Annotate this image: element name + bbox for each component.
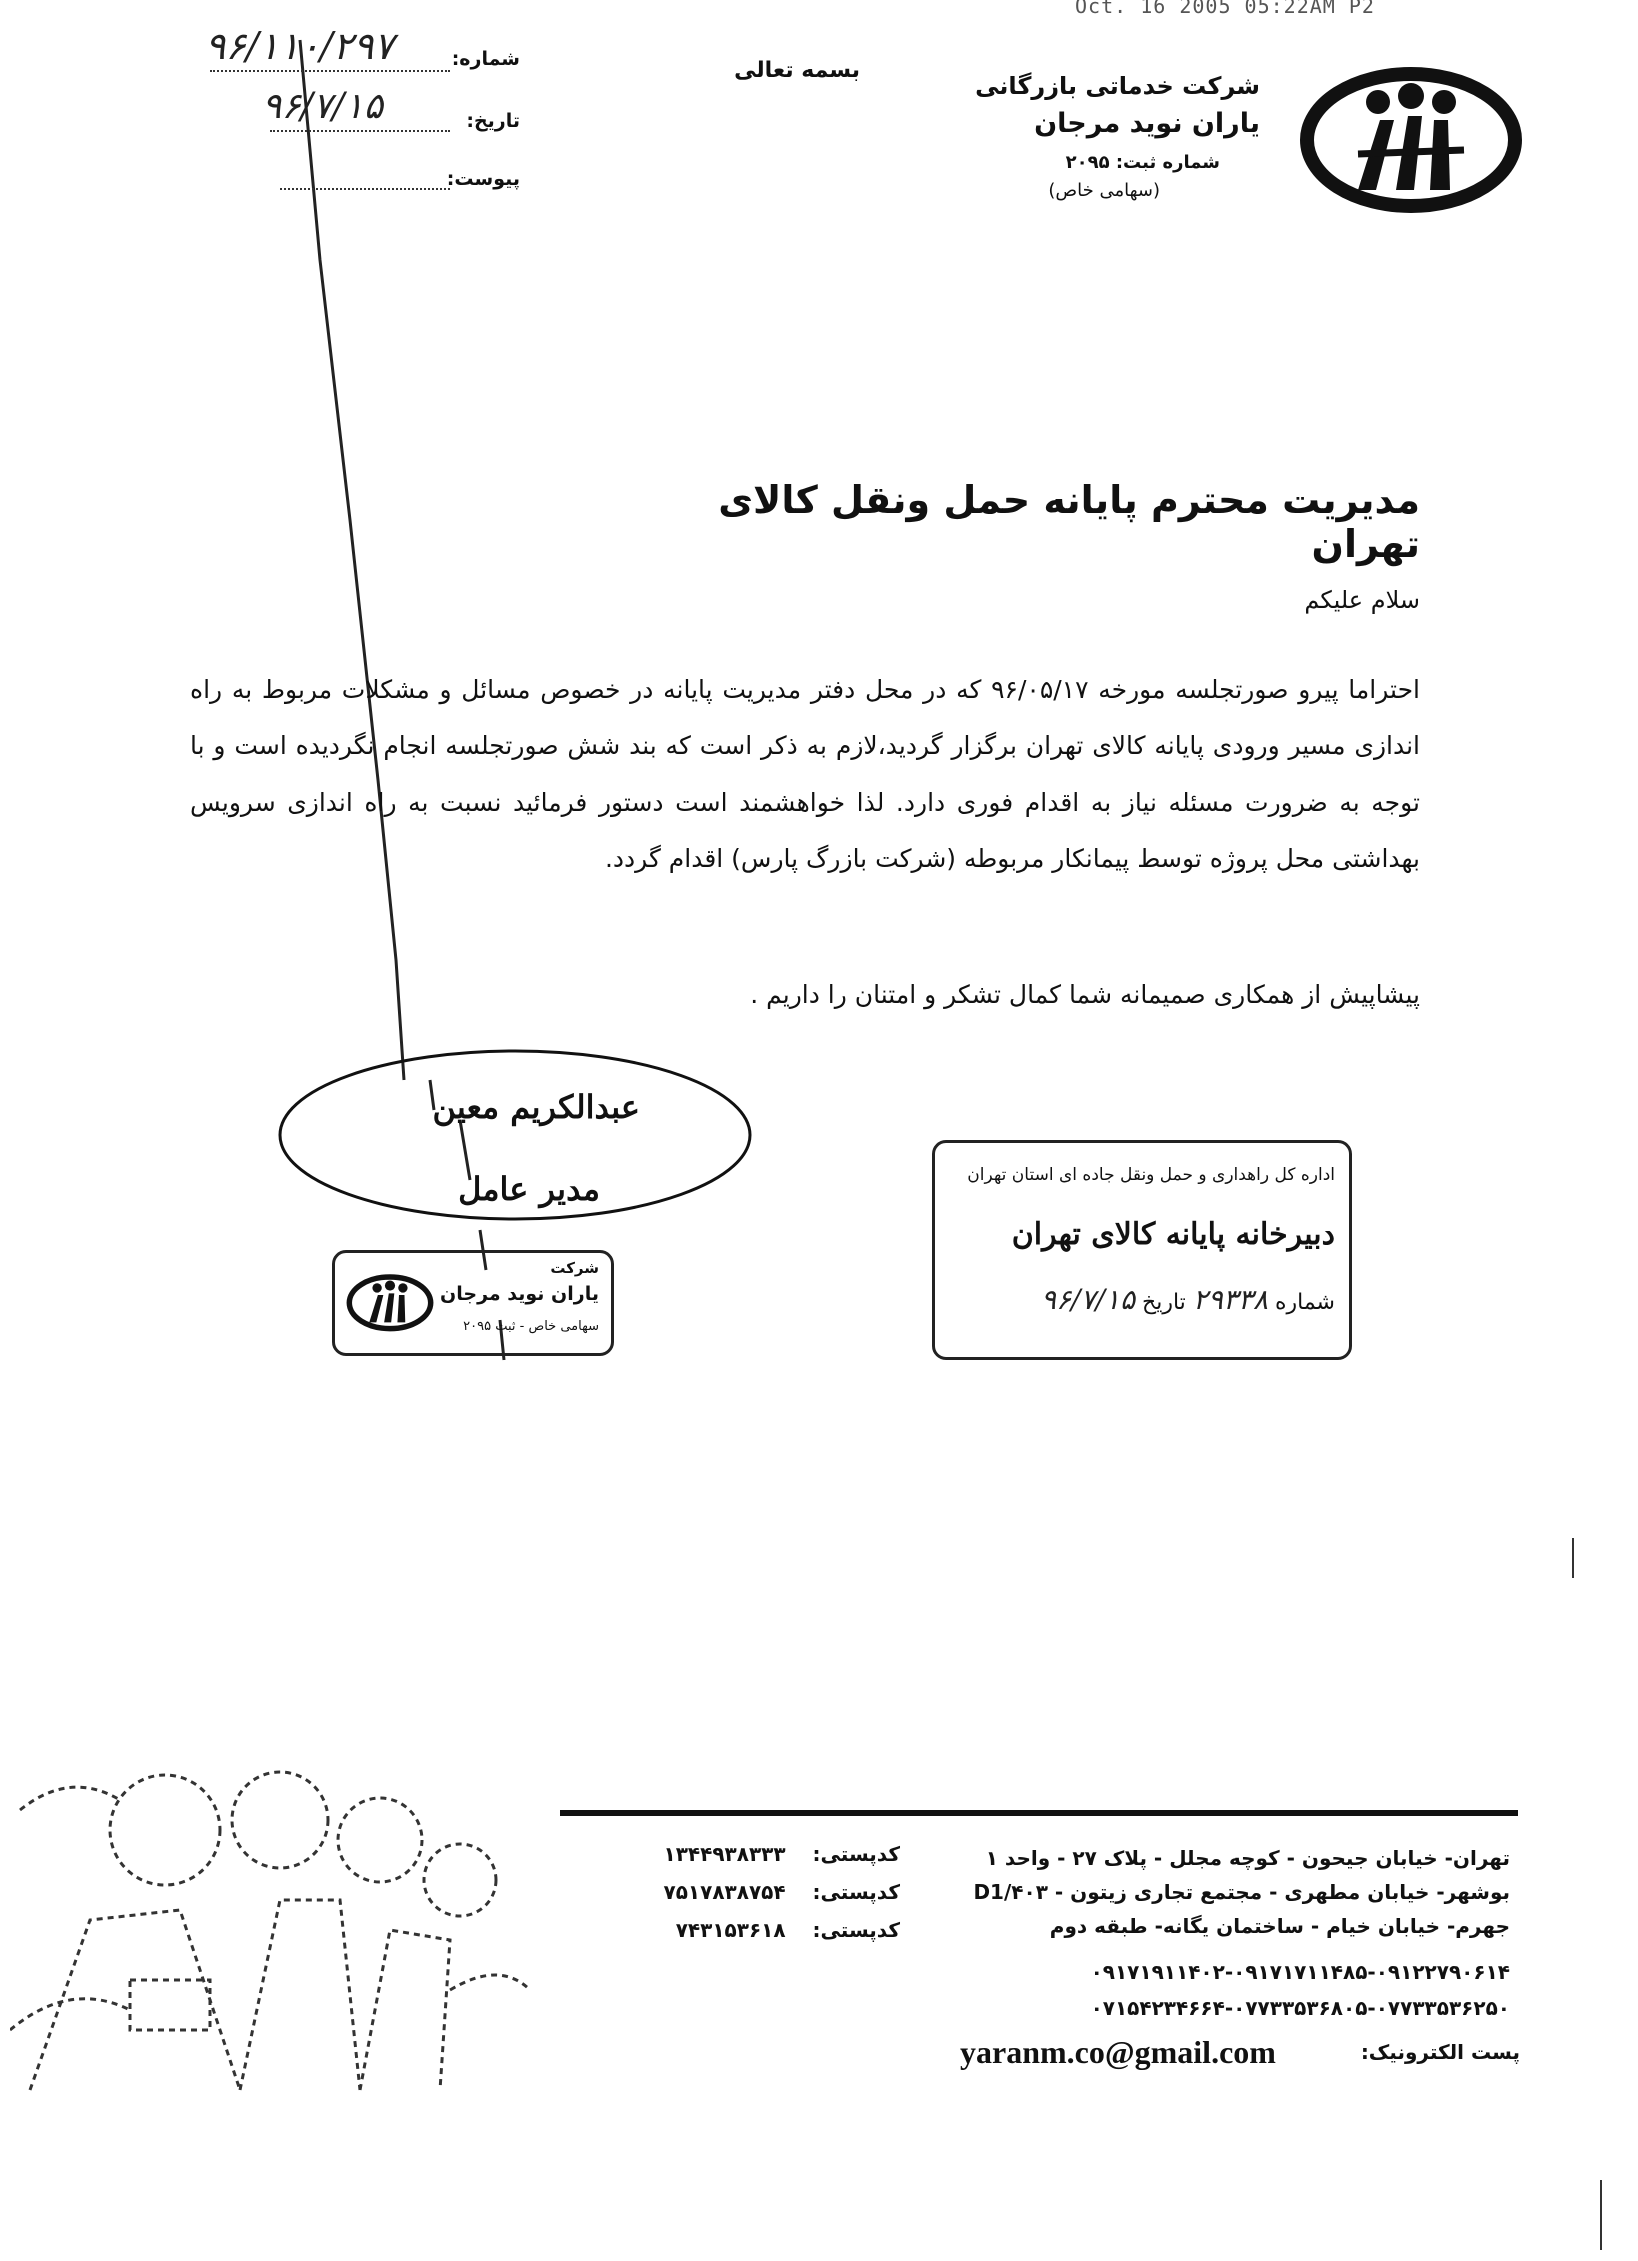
company-type: شرکت خدماتی بازرگانی bbox=[975, 72, 1260, 100]
seal-line-1: شرکت bbox=[550, 1259, 599, 1277]
receipt-stamp-number-row bbox=[945, 1283, 1335, 1316]
email-link[interactable]: yaranm.co@gmail.com bbox=[960, 2034, 1276, 2070]
company-registration: شماره ثبت: ۲۰۹۵ bbox=[1065, 152, 1220, 173]
letter-number-handwritten: ۹۶/۱۱۰/۲۹۷ bbox=[205, 24, 394, 68]
seal-line-2: یاران نوید مرجان bbox=[440, 1283, 599, 1305]
letter-date-handwritten: ۹۶/۷/۱۵ bbox=[262, 86, 383, 127]
footer-postal-row-3 bbox=[640, 1918, 900, 1942]
greeting: سلام علیکم bbox=[1304, 586, 1420, 614]
postal-code: ۱۳۴۴۹۳۸۳۳۳ bbox=[663, 1842, 786, 1866]
recipient-title: مدیریت محترم پایانه حمل ونقل کالای تهران bbox=[718, 478, 1420, 566]
seal-line-3: سهامی خاص - ثبت ۲۰۹۵ bbox=[463, 1319, 599, 1334]
receipt-date-label: تاریخ bbox=[1142, 1290, 1186, 1315]
postal-label: کدپستی: bbox=[812, 1842, 900, 1866]
footer-postal-row-1 bbox=[640, 1842, 900, 1866]
footer-email-row bbox=[960, 2034, 1520, 2074]
signatory-title: مدیر عامل bbox=[458, 1170, 600, 1208]
company-seal-stamp bbox=[332, 1250, 614, 1356]
footer-address-jahrom: جهرم- خیابان خیام - ساختمان یگانه- طبقه دوم bbox=[1049, 1914, 1510, 1938]
fax-header: Oct. 16 2005 05:22AM P2 bbox=[1075, 0, 1375, 18]
footer-address-tehran: تهران- خیابان جیحون - کوچه مجلل - پلاک ۲۷ - واحد ۱ bbox=[985, 1846, 1510, 1870]
attachment-label: پیوست: bbox=[446, 168, 520, 190]
attachment-dots bbox=[280, 188, 450, 190]
invocation: بسمه تعالی bbox=[734, 58, 860, 83]
receipt-number-value: ۲۹۳۳۸ bbox=[1192, 1283, 1268, 1316]
footer-address-bushehr: بوشهر- خیابان مطهری - مجتمع تجاری زیتون - D1/۴۰۳ bbox=[973, 1880, 1510, 1904]
letter-date-dots bbox=[270, 130, 450, 132]
receipt-stamp-org: اداره کل راهداری و حمل ونقل جاده ای استان تهران bbox=[967, 1165, 1335, 1185]
company-logo-icon bbox=[1296, 58, 1526, 218]
receipt-stamp-office: دبیرخانه پایانه کالای تهران bbox=[1011, 1217, 1335, 1252]
receipt-number-label: شماره bbox=[1274, 1290, 1335, 1315]
footer-phones-1: ۰۹۱۷۱۹۱۱۴۰۲-۰۹۱۷۱۷۱۱۴۸۵-۰۹۱۲۲۷۹۰۶۱۴ bbox=[1090, 1960, 1510, 1984]
body-paragraph: احتراما پیرو صورتجلسه مورخه ۹۶/۰۵/۱۷ که در محل دفتر مدیریت پایانه در خصوص مسائل و مشکلات مربوط به راه اندازی مسیر ورودی پایانه کالای تهران برگزار گردید،لازم به ذکر است که بند شش صورتجلسه انجام نگردیده است و با توجه به ضرورت مسئله نیاز به اقدام فوری دارد. لذا خواهشمند است دستور فرمائید نسبت به راه اندازی سرویس بهداشتی محل پروژه توسط پیمانکار مربوطه (شرکت بازرگ پارس) اقدام گردد. bbox=[190, 675, 1420, 873]
footer-watermark-figures bbox=[10, 1730, 530, 2100]
margin-mark bbox=[1572, 1538, 1574, 1578]
letter-number-label: شماره: bbox=[451, 48, 520, 70]
seal-logo-icon bbox=[345, 1267, 435, 1337]
closing-line: پیشاپیش از همکاری صمیمانه شما کمال تشکر و امتنان را داریم . bbox=[750, 980, 1420, 1009]
postal-code: ۷۴۳۱۵۳۶۱۸ bbox=[675, 1918, 786, 1942]
postal-code: ۷۵۱۷۸۳۸۷۵۴ bbox=[663, 1880, 786, 1904]
footer-phones-2: ۰۷۱۵۴۲۳۴۶۶۴-۰۷۷۳۳۵۳۶۸۰۵-۰۷۷۳۳۵۳۶۲۵۰ bbox=[1090, 1996, 1510, 2020]
company-share-type: (سهامی خاص) bbox=[1048, 180, 1160, 201]
footer-postal-row-2 bbox=[640, 1880, 900, 1904]
scan-edge-mark bbox=[1600, 2180, 1602, 2250]
receipt-stamp bbox=[932, 1140, 1352, 1360]
postal-label: کدپستی: bbox=[812, 1918, 900, 1942]
receipt-date-value: ۹۶/۷/۱۵ bbox=[1040, 1283, 1135, 1316]
letter-date-label: تاریخ: bbox=[466, 110, 520, 132]
email-label: پست الکترونیک: bbox=[1360, 2040, 1520, 2064]
company-name: یاران نوید مرجان bbox=[1034, 108, 1260, 139]
postal-label: کدپستی: bbox=[812, 1880, 900, 1904]
signatory-name: عبدالکریم معین bbox=[432, 1088, 640, 1126]
footer-rule bbox=[560, 1810, 1518, 1816]
letter-number-dots bbox=[210, 70, 450, 72]
